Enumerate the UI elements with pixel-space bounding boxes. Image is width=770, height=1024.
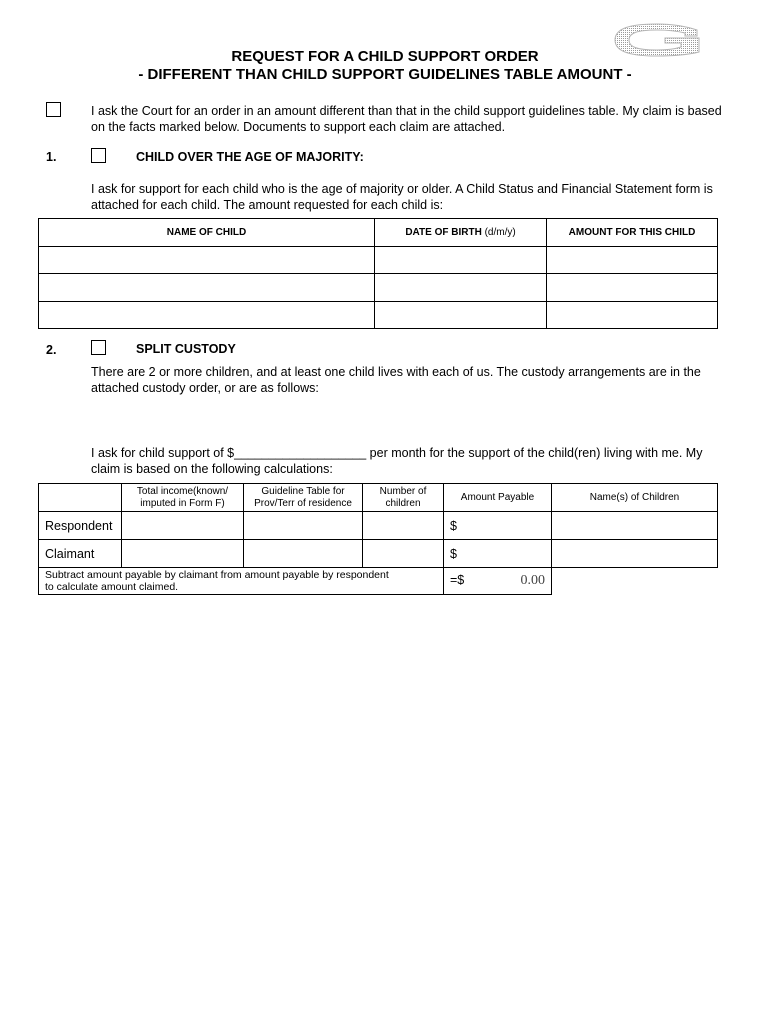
amount-claimed-cell[interactable] <box>444 568 552 595</box>
claimant-dollar[interactable]: $ <box>444 540 552 568</box>
section2-calculation-table <box>38 483 718 595</box>
section1-number: 1. <box>46 150 57 164</box>
form-title-line2: - DIFFERENT THAN CHILD SUPPORT GUIDELINES TABLE AMOUNT - <box>138 66 632 83</box>
intro-checkbox[interactable] <box>46 102 61 117</box>
equals-dollar: =$ <box>450 573 465 587</box>
section1-heading: CHILD OVER THE AGE OF MAJORITY: <box>136 150 364 164</box>
row-claimant-label: Claimant <box>39 540 122 568</box>
table-row <box>39 274 718 302</box>
section1-checkbox[interactable] <box>91 148 106 163</box>
col-amount-for-child: AMOUNT FOR THIS CHILD <box>547 219 718 247</box>
table-row <box>39 247 718 274</box>
table-row <box>39 302 718 329</box>
form-title-line1: REQUEST FOR A CHILD SUPPORT ORDER <box>231 48 539 65</box>
section2-heading: SPLIT CUSTODY <box>136 342 236 356</box>
table-row <box>39 512 718 540</box>
respondent-dollar[interactable]: $ <box>444 512 552 540</box>
section1-text: I ask for support for each child who is the age of majority or older. A Child Status and Financial Statement form is attached for each child. The amount requested for each child is: <box>91 182 713 212</box>
col-date-of-birth: DATE OF BIRTH (d/m/y) <box>375 219 547 247</box>
col-amount-payable: Amount Payable <box>444 484 552 512</box>
col-name-of-child: NAME OF CHILD <box>39 219 375 247</box>
section1-children-table <box>38 218 718 329</box>
col-total-income: Total income(known/ imputed in Form F) <box>122 484 244 512</box>
col-guideline-table: Guideline Table for Prov/Terr of residence <box>244 484 363 512</box>
amount-claimed-value: 0.00 <box>520 573 545 588</box>
section2-text: There are 2 or more children, and at least one child lives with each of us. The custody arrangements are in the attached custody order, or are as follows: <box>91 365 701 395</box>
intro-text: I ask the Court for an order in an amount different than that in the child support guidelines table. My claim is based on the facts marked below. Documents to support each claim are attached. <box>91 104 722 134</box>
col-number-of-children: Number of children <box>363 484 444 512</box>
row-respondent-label: Respondent <box>39 512 122 540</box>
col-names-of-children: Name(s) of Children <box>552 484 718 512</box>
section2-ask-text: I ask for child support of $___________________ per month for the support of the child(ren) living with me. My claim is based on the following calculations: <box>91 446 703 476</box>
section2-checkbox[interactable] <box>91 340 106 355</box>
subtract-instruction: Subtract amount payable by claimant from amount payable by respondent to calculate amount claimed. <box>39 568 444 595</box>
table-row <box>39 540 718 568</box>
section2-number: 2. <box>46 343 57 357</box>
